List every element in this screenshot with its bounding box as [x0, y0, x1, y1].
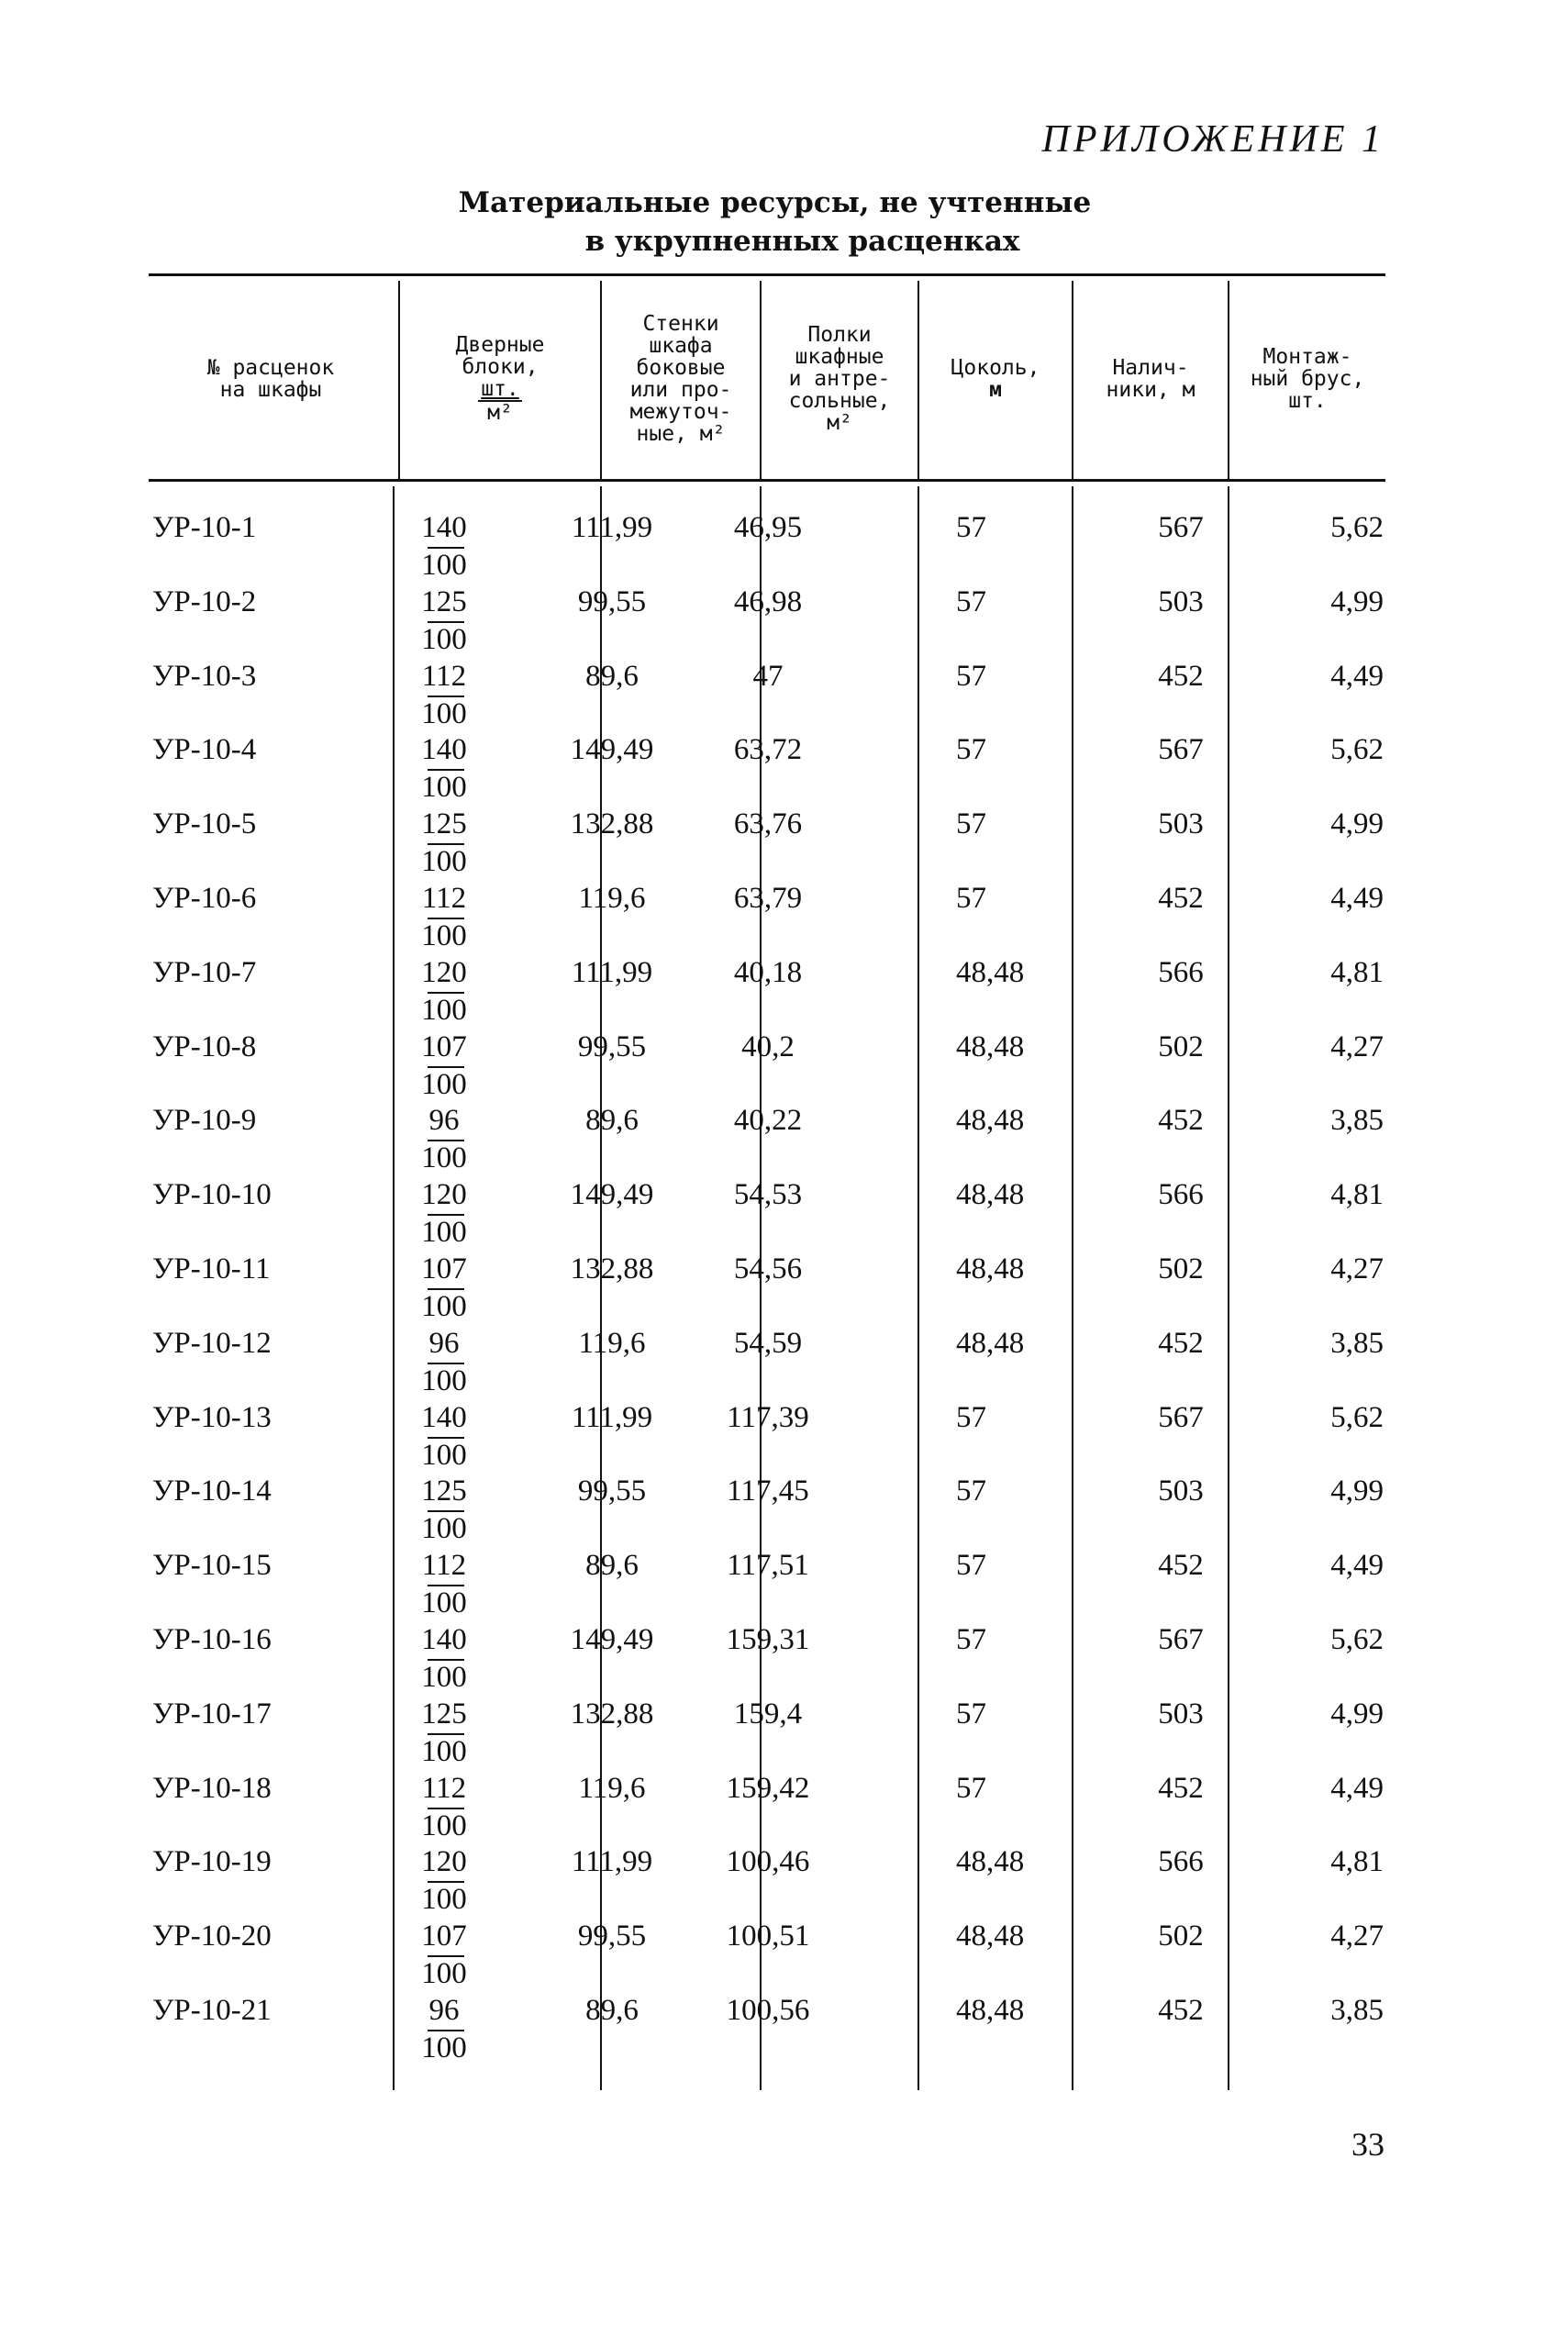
walls-cell: 89,6 [585, 1104, 639, 1137]
doors-numerator: 120 [421, 956, 467, 989]
beam-cell: 4,81 [1330, 956, 1384, 989]
walls-cell: 111,99 [571, 511, 653, 544]
walls-cell: 119,6 [578, 882, 646, 915]
doors-numerator: 96 [428, 1104, 460, 1137]
header-plinth: Цоколь, м [951, 356, 1040, 402]
header-code: № расценок на шкафы [206, 356, 335, 402]
table-row [149, 1913, 1385, 1990]
beam-cell: 3,85 [1330, 1104, 1384, 1137]
shelves-cell: 100,56 [726, 1994, 810, 2027]
table-row [149, 1617, 1385, 1694]
doors-denominator: 100 [421, 1883, 467, 1916]
plinth-cell: 48,48 [956, 1920, 1025, 1953]
plinth-cell: 48,48 [956, 956, 1025, 989]
plinth-cell: 48,48 [956, 1252, 1025, 1285]
trim-cell: 503 [1158, 1697, 1204, 1730]
doors-denominator: 100 [421, 994, 467, 1027]
doors-denominator: 100 [421, 1364, 467, 1397]
plinth-cell: 57 [956, 585, 986, 618]
walls-cell: 111,99 [571, 1401, 653, 1434]
plinth-cell: 48,48 [956, 1030, 1025, 1063]
table-row [149, 875, 1385, 950]
trim-cell: 567 [1158, 733, 1204, 766]
shelves-cell: 54,53 [733, 1178, 803, 1211]
plinth-cell: 57 [956, 660, 986, 693]
shelves-cell: 40,18 [733, 956, 803, 989]
rate-code-cell: УР-10-7 [152, 956, 257, 989]
table-row [149, 653, 1385, 728]
trim-cell: 502 [1158, 1030, 1204, 1063]
table-row [149, 1468, 1385, 1545]
beam-cell: 5,62 [1330, 511, 1384, 544]
shelves-cell: 40,2 [741, 1030, 795, 1063]
walls-cell: 99,55 [577, 1920, 647, 1953]
doors-numerator: 112 [421, 660, 467, 693]
walls-cell: 99,55 [577, 1030, 647, 1063]
trim-cell: 452 [1158, 1994, 1204, 2027]
shelves-cell: 117,45 [727, 1475, 809, 1508]
beam-cell: 4,99 [1330, 1475, 1384, 1508]
plinth-cell: 57 [956, 882, 986, 915]
doors-fraction [387, 1246, 501, 1323]
plinth-cell: 57 [956, 1475, 986, 1508]
doors-numerator: 125 [421, 585, 467, 618]
walls-cell: 149,49 [570, 733, 654, 766]
rate-code-cell: УР-10-16 [152, 1623, 272, 1656]
shelves-cell: 63,72 [733, 733, 803, 766]
doors-fraction [387, 653, 501, 730]
plinth-cell: 48,48 [956, 1178, 1025, 1211]
plinth-cell: 57 [956, 807, 986, 840]
doors-fraction [387, 1617, 501, 1694]
table-row [149, 1395, 1385, 1472]
doors-fraction [387, 1024, 501, 1101]
plinth-cell: 57 [956, 1549, 986, 1582]
doors-denominator: 100 [421, 1809, 467, 1842]
shelves-cell: 100,46 [726, 1845, 810, 1878]
doors-denominator: 100 [421, 1439, 467, 1472]
table-row [149, 579, 1385, 656]
trim-cell: 567 [1158, 1623, 1204, 1656]
header-shelves: Полки шкафные и антре- сольные, м² [788, 323, 891, 435]
walls-cell: 89,6 [585, 1549, 639, 1582]
doors-fraction [387, 727, 501, 804]
plinth-cell: 57 [956, 511, 986, 544]
doors-numerator: 107 [421, 1252, 467, 1285]
beam-cell: 5,62 [1330, 733, 1384, 766]
doors-fraction [387, 950, 501, 1027]
plinth-cell: 57 [956, 1697, 986, 1730]
doors-numerator: 112 [421, 882, 467, 915]
walls-cell: 111,99 [571, 1845, 653, 1878]
table-row [149, 727, 1385, 804]
beam-cell: 4,49 [1330, 882, 1384, 915]
doors-denominator: 100 [421, 1141, 467, 1174]
doors-numerator: 140 [421, 511, 467, 544]
rate-code-cell: УР-10-9 [152, 1104, 257, 1137]
trim-cell: 452 [1158, 660, 1204, 693]
walls-cell: 119,6 [578, 1327, 646, 1360]
doors-fraction [387, 1172, 501, 1249]
header-bottom-rule [149, 479, 1385, 482]
doors-numerator: 120 [421, 1845, 467, 1878]
doors-fraction [387, 1691, 501, 1768]
table-row [149, 1987, 1385, 2062]
shelves-cell: 54,59 [733, 1327, 803, 1360]
beam-cell: 4,27 [1330, 1030, 1384, 1063]
trim-cell: 452 [1158, 1772, 1204, 1805]
rate-code-cell: УР-10-20 [152, 1920, 272, 1953]
walls-cell: 99,55 [577, 1475, 647, 1508]
plinth-cell: 57 [956, 733, 986, 766]
rate-code-cell: УР-10-10 [152, 1178, 272, 1211]
table-row [149, 505, 1385, 582]
walls-cell: 132,88 [570, 1252, 654, 1285]
beam-cell: 4,49 [1330, 1772, 1384, 1805]
doors-denominator: 100 [421, 1586, 467, 1619]
trim-cell: 452 [1158, 1549, 1204, 1582]
doors-numerator: 140 [421, 1401, 467, 1434]
shelves-cell: 117,51 [727, 1549, 809, 1582]
shelves-cell: 100,51 [726, 1920, 810, 1953]
table-title [0, 184, 1568, 261]
header-doors: Дверные блоки, шт. м² [455, 333, 545, 425]
rate-code-cell: УР-10-8 [152, 1030, 257, 1063]
rate-code-cell: УР-10-6 [152, 882, 257, 915]
rate-code-cell: УР-10-1 [152, 511, 257, 544]
trim-cell: 566 [1158, 1845, 1204, 1878]
table-top-rule [149, 273, 1385, 276]
trim-cell: 452 [1158, 1327, 1204, 1360]
rate-code-cell: УР-10-21 [152, 1994, 272, 2027]
rate-code-cell: УР-10-11 [152, 1252, 271, 1285]
shelves-cell: 159,31 [726, 1623, 810, 1656]
doors-denominator: 100 [421, 1512, 467, 1545]
beam-cell: 4,99 [1330, 585, 1384, 618]
rate-code-cell: УР-10-19 [152, 1845, 272, 1878]
table-row [149, 950, 1385, 1027]
shelves-cell: 46,98 [733, 585, 803, 618]
shelves-cell: 54,56 [733, 1252, 803, 1285]
doors-fraction [387, 1542, 501, 1619]
plinth-cell: 48,48 [956, 1104, 1025, 1137]
doors-denominator: 100 [421, 1068, 467, 1101]
plinth-cell: 48,48 [956, 1845, 1025, 1878]
walls-cell: 89,6 [585, 660, 639, 693]
shelves-cell: 46,95 [733, 511, 803, 544]
doors-denominator: 100 [421, 771, 467, 804]
rate-code-cell: УР-10-12 [152, 1327, 272, 1360]
table-row [149, 1765, 1385, 1840]
trim-cell: 502 [1158, 1252, 1204, 1285]
doors-fraction [387, 1468, 501, 1545]
resources-table [149, 273, 1385, 2092]
beam-cell: 5,62 [1330, 1401, 1384, 1434]
shelves-cell: 117,39 [727, 1401, 809, 1434]
beam-cell: 4,27 [1330, 1252, 1384, 1285]
doors-denominator: 100 [421, 1216, 467, 1249]
trim-cell: 566 [1158, 956, 1204, 989]
doors-denominator: 100 [421, 623, 467, 656]
beam-cell: 4,27 [1330, 1920, 1384, 1953]
doors-numerator: 112 [421, 1772, 467, 1805]
rate-code-cell: УР-10-17 [152, 1697, 272, 1730]
rate-code-cell: УР-10-3 [152, 660, 257, 693]
table-row [149, 1097, 1385, 1172]
header-walls: Стенки шкафа боковые или про- межуточ- ные, м² [629, 312, 732, 446]
table-row [149, 801, 1385, 878]
shelves-cell: 47 [752, 660, 784, 693]
doors-fraction [387, 801, 501, 878]
table-row [149, 1839, 1385, 1916]
table-title-line-1: Материальные ресурсы, не учтенные [458, 186, 1092, 219]
rate-code-cell: УР-10-4 [152, 733, 257, 766]
doors-denominator: 100 [421, 1957, 467, 1990]
trim-cell: 503 [1158, 1475, 1204, 1508]
rate-code-cell: УР-10-14 [152, 1475, 272, 1508]
doors-numerator: 96 [428, 1327, 460, 1360]
doors-denominator: 100 [421, 919, 467, 952]
shelves-cell: 63,79 [733, 882, 803, 915]
table-title-line-2: в укрупненных расценках [584, 225, 1020, 258]
beam-cell: 4,99 [1330, 1697, 1384, 1730]
doors-numerator: 125 [421, 807, 467, 840]
table-row [149, 1246, 1385, 1323]
doors-numerator: 125 [421, 1475, 467, 1508]
doors-denominator: 100 [421, 549, 467, 582]
table-row [149, 1691, 1385, 1768]
walls-cell: 149,49 [570, 1178, 654, 1211]
header-trim: Налич- ники, м [1106, 356, 1195, 402]
rate-code-cell: УР-10-13 [152, 1401, 272, 1434]
doors-fraction [387, 1395, 501, 1472]
rate-code-cell: УР-10-2 [152, 585, 257, 618]
walls-cell: 111,99 [571, 956, 653, 989]
doors-fraction [387, 1765, 501, 1842]
trim-cell: 452 [1158, 1104, 1204, 1137]
doors-denominator: 100 [421, 1661, 467, 1694]
shelves-cell: 159,4 [733, 1697, 803, 1730]
doors-denominator: 100 [421, 1290, 467, 1323]
plinth-cell: 48,48 [956, 1994, 1025, 2027]
doors-fraction [387, 505, 501, 582]
table-row [149, 1542, 1385, 1617]
table-row [149, 1024, 1385, 1101]
doors-fraction [387, 1987, 501, 2064]
doors-numerator: 112 [421, 1549, 467, 1582]
appendix-label: ПРИЛОЖЕНИЕ 1 [1041, 118, 1385, 161]
doors-fraction [387, 1913, 501, 1990]
walls-cell: 132,88 [570, 807, 654, 840]
trim-cell: 566 [1158, 1178, 1204, 1211]
doors-fraction [387, 875, 501, 952]
trim-cell: 503 [1158, 585, 1204, 618]
shelves-cell: 63,76 [733, 807, 803, 840]
doors-denominator: 100 [421, 2031, 467, 2064]
doors-fraction [387, 1320, 501, 1397]
doors-numerator: 107 [421, 1920, 467, 1953]
beam-cell: 4,99 [1330, 807, 1384, 840]
walls-cell: 99,55 [577, 585, 647, 618]
trim-cell: 452 [1158, 882, 1204, 915]
doors-numerator: 140 [421, 1623, 467, 1656]
beam-cell: 4,81 [1330, 1845, 1384, 1878]
walls-cell: 119,6 [578, 1772, 646, 1805]
trim-cell: 567 [1158, 1401, 1204, 1434]
table-row [149, 1172, 1385, 1249]
plinth-cell: 57 [956, 1623, 986, 1656]
beam-cell: 3,85 [1330, 1994, 1384, 2027]
table-row [149, 1320, 1385, 1395]
rate-code-cell: УР-10-18 [152, 1772, 272, 1805]
doors-numerator: 120 [421, 1178, 467, 1211]
beam-cell: 5,62 [1330, 1623, 1384, 1656]
plinth-cell: 57 [956, 1401, 986, 1434]
doors-numerator: 107 [421, 1030, 467, 1063]
beam-cell: 4,81 [1330, 1178, 1384, 1211]
walls-cell: 149,49 [570, 1623, 654, 1656]
doors-denominator: 100 [421, 845, 467, 878]
beam-cell: 4,49 [1330, 660, 1384, 693]
page-number: 33 [1351, 2126, 1385, 2163]
doors-numerator: 125 [421, 1697, 467, 1730]
rate-code-cell: УР-10-5 [152, 807, 257, 840]
doors-fraction [387, 1839, 501, 1916]
doors-fraction [387, 579, 501, 656]
beam-cell: 3,85 [1330, 1327, 1384, 1360]
doors-numerator: 96 [428, 1994, 460, 2027]
doors-fraction [387, 1097, 501, 1174]
beam-cell: 4,49 [1330, 1549, 1384, 1582]
walls-cell: 132,88 [570, 1697, 654, 1730]
plinth-cell: 57 [956, 1772, 986, 1805]
trim-cell: 502 [1158, 1920, 1204, 1953]
plinth-cell: 48,48 [956, 1327, 1025, 1360]
doors-denominator: 100 [421, 1735, 467, 1768]
trim-cell: 503 [1158, 807, 1204, 840]
shelves-cell: 159,42 [726, 1772, 810, 1805]
walls-cell: 89,6 [585, 1994, 639, 2027]
shelves-cell: 40,22 [733, 1104, 803, 1137]
header-beam: Монтаж- ный брус, шт. [1250, 345, 1365, 413]
rate-code-cell: УР-10-15 [152, 1549, 272, 1582]
doors-denominator: 100 [421, 697, 467, 730]
trim-cell: 567 [1158, 511, 1204, 544]
doors-numerator: 140 [421, 733, 467, 766]
